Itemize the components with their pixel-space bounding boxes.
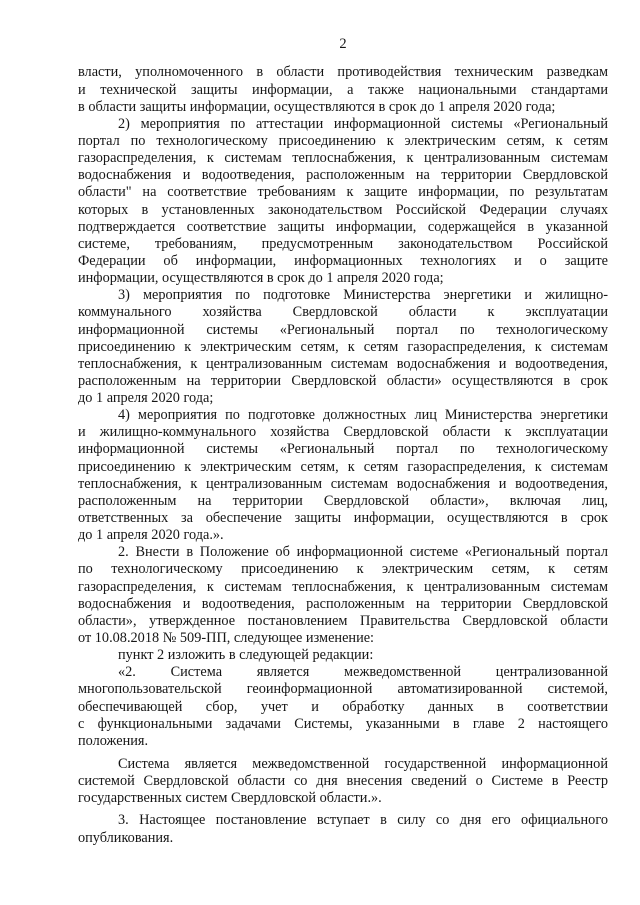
text-line: пункт 2 изложить в следующей редакции:	[118, 647, 374, 664]
text-line: теплоснабжения, к централизованным системам водоснабжения и водоотведения,	[78, 355, 608, 372]
text-line: ответственных за обеспечение защиты информации, осуществляются в срок	[78, 510, 608, 527]
text-line: теплоснабжения, к централизованным системам водоснабжения и водоотведения,	[78, 475, 608, 492]
paragraph	[78, 664, 608, 750]
text-line: до 1 апреля 2020 года.».	[78, 527, 224, 544]
text-line: и технической защиты информации, а также национальными стандартами	[78, 81, 608, 98]
text-line: 3) мероприятия по подготовке Министерства энергетики и жилищно-	[118, 287, 608, 304]
text-line: по технологическому присоединению к электрическим сетям, к сетям	[78, 561, 608, 578]
text-line: информации, осуществляются в срок до 1 апреля 2020 года;	[78, 270, 444, 287]
paragraph	[78, 756, 608, 807]
text-line: которых в установленных законодательством Российской Федерации случаях	[78, 201, 608, 218]
text-line: водоснабжения и водоотведения, расположенным на территории Свердловской	[78, 167, 608, 184]
text-line: «2. Система является межведомственной централизованной	[118, 664, 608, 681]
text-line: расположенным на территории Свердловской области» осуществляются в срок	[78, 372, 608, 389]
text-line: в области защиты информации, осуществляются в срок до 1 апреля 2020 года;	[78, 98, 556, 115]
document-body	[78, 64, 608, 846]
text-line: и жилищно-коммунального хозяйства Свердловской области к эксплуатации	[78, 424, 608, 441]
text-line: системой Свердловской области со дня внесения сведений о Системе в Реестр	[78, 773, 608, 790]
text-line: многопользовательской геоинформационной автоматизированной системой,	[78, 681, 608, 698]
text-line: 2. Внести в Положение об информационной системе «Региональный портал	[118, 544, 608, 561]
paragraph	[78, 116, 608, 287]
text-line: области», утвержденное постановлением Правительства Свердловской области	[78, 612, 608, 629]
text-line: от 10.08.2018 № 509-ПП, следующее изменение:	[78, 630, 375, 647]
text-line: положения.	[78, 732, 149, 749]
text-line: системе, требованиям, предусмотренным законодательством Российской	[78, 235, 608, 252]
text-line: с функциональными задачами Системы, указанными в главе 2 настоящего	[78, 715, 608, 732]
text-line: подтверждается соответствие защиты информации, содержащейся в указанной	[78, 218, 608, 235]
text-line: Федерации об информации, информационных технологиях и о защите	[78, 252, 608, 269]
text-line: расположенным на территории Свердловской области», включая лиц,	[78, 492, 608, 509]
text-line: 4) мероприятия по подготовке должностных лиц Министерства энергетики	[118, 407, 608, 424]
text-line: Система является межведомственной государственной информационной	[118, 756, 608, 773]
page-number: 2	[339, 36, 347, 52]
text-line: области" на соответствие требованиям к защите информации, по результатам	[78, 184, 608, 201]
text-line: обеспечивающей сбор, учет и обработку данных в соответствии	[78, 698, 608, 715]
paragraph	[78, 544, 608, 647]
paragraph	[78, 812, 608, 846]
text-line: водоснабжения и водоотведения, расположенным на территории Свердловской	[78, 595, 608, 612]
paragraph	[78, 287, 608, 407]
text-line: коммунального хозяйства Свердловской области к эксплуатации	[78, 304, 608, 321]
paragraph	[78, 647, 608, 664]
text-line: информационной системы «Региональный портал по технологическому	[78, 321, 608, 338]
paragraph	[78, 64, 608, 115]
text-line: 3. Настоящее постановление вступает в силу со дня его официального	[118, 812, 608, 829]
text-line: информационной системы «Региональный портал по технологическому	[78, 441, 608, 458]
text-line: газораспределения, к системам теплоснабжения, к централизованным системам	[78, 150, 608, 167]
text-line: до 1 апреля 2020 года;	[78, 390, 214, 407]
text-line: 2) мероприятия по аттестации информационной системы «Региональный	[118, 115, 608, 132]
text-line: государственных систем Свердловской области.».	[78, 790, 382, 807]
text-line: опубликования.	[78, 829, 174, 846]
text-line: портал по технологическому присоединению к электрическим сетям, к сетям	[78, 132, 608, 149]
text-line: власти, уполномоченного в области противодействия техническим разведкам	[78, 64, 608, 81]
text-line: присоединению к электрическим сетям, к сетям газораспределения, к системам	[78, 458, 608, 475]
text-line: газораспределения, к системам теплоснабжения, к централизованным системам	[78, 578, 608, 595]
paragraph	[78, 407, 608, 544]
text-line: присоединению к электрическим сетям, к сетям газораспределения, к системам	[78, 338, 608, 355]
